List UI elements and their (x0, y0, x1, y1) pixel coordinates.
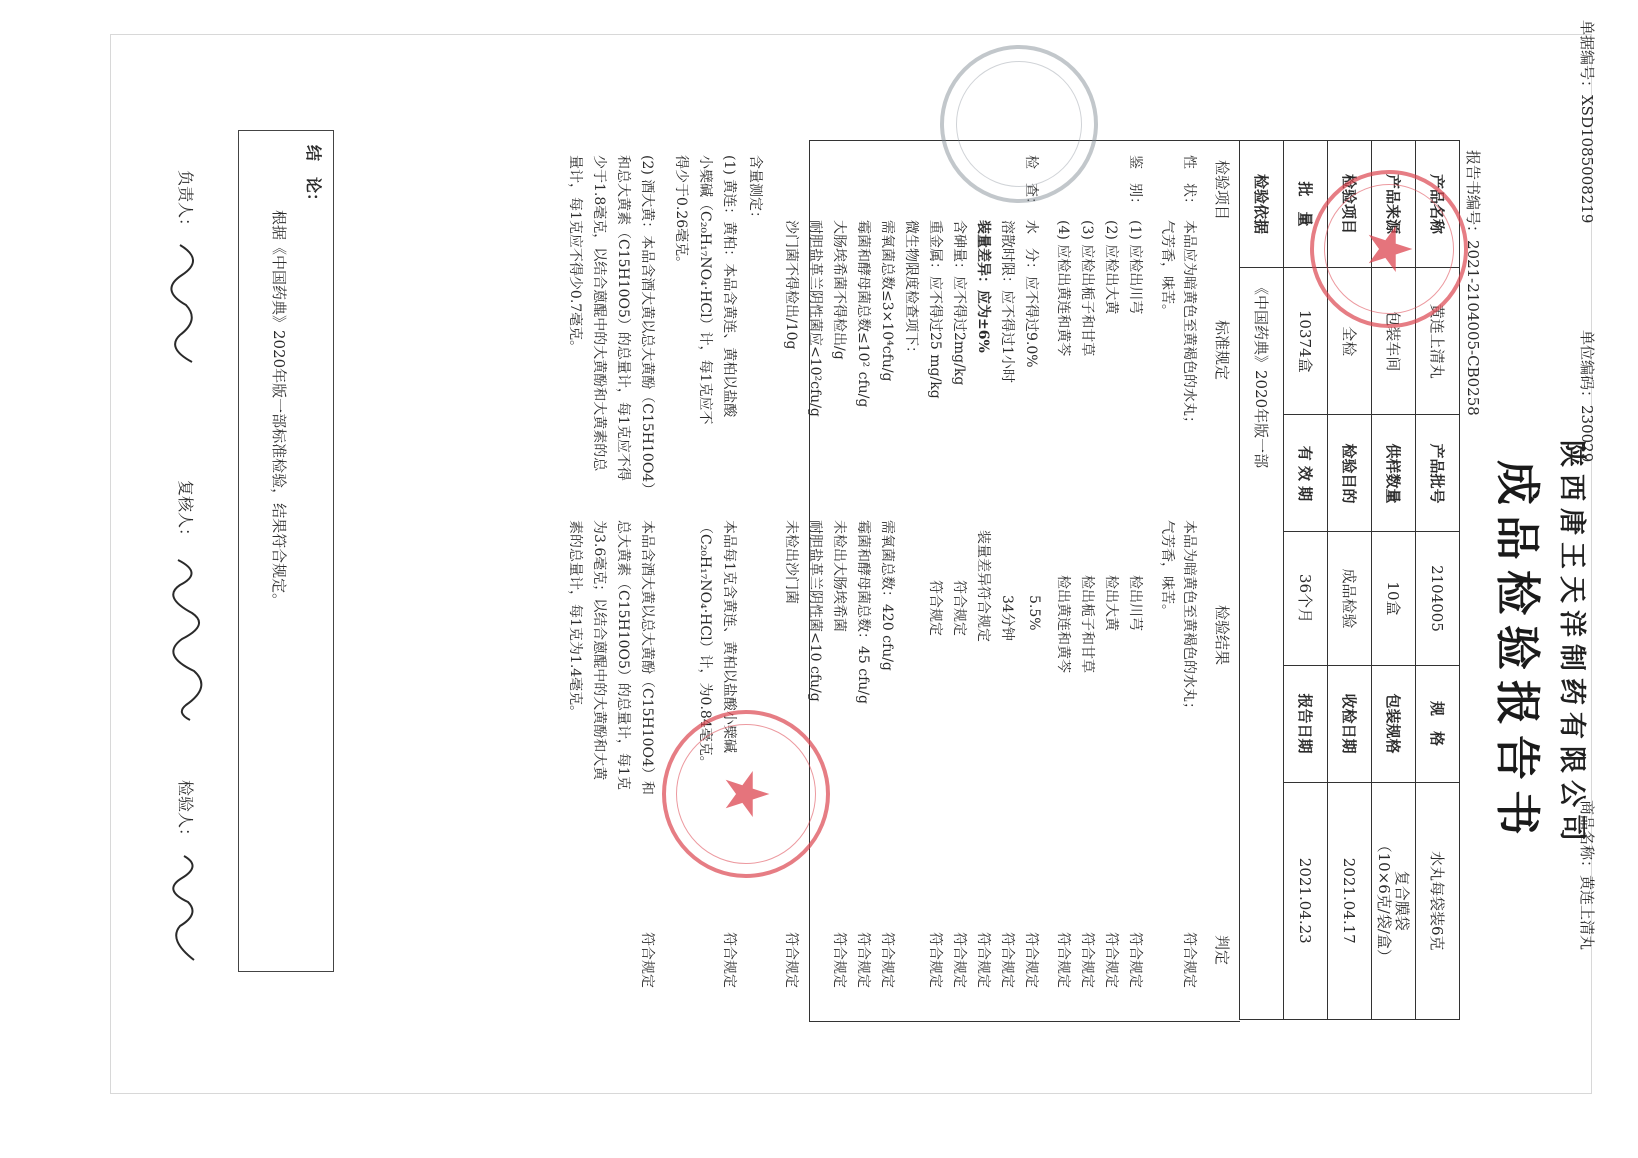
verdict-rongsan: 符合规定 (999, 932, 1015, 988)
spec-value: 水丸每袋装6克 (1416, 782, 1460, 1020)
std-rongsan: 溶散时限：应不得过1小时 (999, 220, 1015, 383)
inspector-label: 检验人： (176, 780, 195, 845)
report-number: 报告书编号：2021-2104005-CB0258 (1464, 150, 1482, 416)
res-xingzhuang-1: 本品为暗黄色至黄褐色的水丸； (1181, 520, 1197, 716)
std-hl2-3: 少于1.8毫克，以结合蒽醌中的大黄酚和大黄素的总 (591, 155, 607, 472)
conclusion-label: 结 论： (304, 145, 323, 210)
res-hl1-1: 本品每1克含黄连、黄柏以盐酸小檗碱 (721, 520, 737, 753)
std-meijun: 霉菌和酵母菌总数≤10² cfu/g (855, 220, 871, 408)
res-xingzhuang-2: 气芳香，味苦。 (1159, 520, 1175, 618)
res-hl2-2: 总大黄素（C15H10O5）的总量计，每1克 (615, 520, 631, 790)
batch-label: 产品批号 (1416, 415, 1460, 532)
res-zhongjinshu: 符合规定 (927, 580, 943, 636)
red-seal-stamp-bottom (662, 710, 830, 878)
label-jiancha: 检 查： (1023, 155, 1039, 211)
report-date-value: 2021.04.23 (1284, 782, 1328, 1020)
std-xingzhuang-1: 本品应为暗黄色至黄褐色的水丸； (1181, 220, 1197, 430)
std-weishengwu: 微生物限度检查项下： (903, 220, 919, 360)
product-name-value: 黄连上清丸 (1416, 268, 1460, 415)
approver-signature (160, 240, 210, 370)
source-value: 包装车间 (1372, 268, 1416, 415)
res-jianbie-1: 检出川芎 (1127, 575, 1143, 631)
std-hl1-3: 得少于0.26毫克。 (673, 155, 689, 271)
res-jianbie-2: 检出大黄 (1103, 575, 1119, 631)
spec-label: 规 格 (1416, 665, 1460, 782)
unit-code: 单位编码：230029 (1578, 330, 1596, 463)
res-zhuangliang: 装量差异符合规定 (975, 530, 991, 642)
std-zhuangliang: 装量差异：应为±6% (975, 220, 991, 353)
pack-spec-label: 包装规格 (1372, 665, 1416, 782)
std-gongshen: 含砷量：应不得过2mg/kg (951, 220, 967, 386)
std-dachang: 大肠埃希菌不得检出/g (831, 220, 847, 360)
star-icon: ★ (711, 767, 781, 821)
verdict-shuifen: 符合规定 (1023, 932, 1039, 988)
qty-value: 10374盒 (1284, 268, 1328, 415)
col-header-standard: 标准规定 (1213, 320, 1231, 381)
std-hl1-1: (1) 黄连：黄柏：本品含黄连、黄柏以盐酸 (721, 155, 737, 418)
qty-label: 批 量 (1284, 141, 1328, 268)
std-hl2-2: 和总大黄素（C15H10O5）的总量计，每1克应不得 (615, 155, 631, 481)
std-nailang: 耐胆盐革兰阴性菌应<10²cfu/g (807, 220, 823, 417)
validity-value: 36个月 (1284, 532, 1328, 665)
std-xijun: 需氧菌总数≤3×10⁴cfu/g (879, 220, 895, 382)
basis-value: 《中国药典》2020年版一部 (1240, 268, 1284, 1020)
res-rongsan: 34分钟 (999, 595, 1015, 641)
std-xingzhuang-2: 气芳香，味苦。 (1159, 220, 1175, 318)
company-name: 陕西唐王天洋制药有限公司 (1556, 440, 1587, 848)
report-title: 成品检验报告书 (1491, 460, 1544, 846)
verdict-xijun: 符合规定 (879, 932, 895, 988)
verdict-meijun: 符合规定 (855, 932, 871, 988)
col-header-result: 检验结果 (1213, 605, 1231, 666)
basis-label: 检验依据 (1240, 141, 1284, 268)
verdict-zhongjinshu: 符合规定 (927, 932, 943, 988)
stamp-ring (956, 61, 1082, 187)
std-zhongjinshu: 重金属：应不得过25 mg/kg (927, 220, 943, 399)
reviewer-label: 复核人： (176, 480, 195, 545)
verdict-hl2: 符合规定 (639, 932, 655, 988)
supply-qty-value: 10盒 (1372, 532, 1416, 665)
verdict-jianbie-2: 符合规定 (1103, 932, 1119, 988)
batch-value: 2104005 (1416, 532, 1460, 665)
verdict-jianbie-4: 符合规定 (1055, 932, 1071, 988)
col-header-verdict: 判定 (1213, 935, 1231, 966)
gray-seal-stamp (940, 45, 1098, 203)
pack-spec-value (1372, 782, 1416, 1020)
conclusion-text: 根据《中国药典》2020年版一部标准检验，结果符合规定。 (270, 210, 288, 609)
verdict-gongshen: 符合规定 (951, 932, 967, 988)
report-date-label: 报告日期 (1284, 665, 1328, 782)
validity-label: 有 效 期 (1284, 415, 1328, 532)
verdict-xingzhuang: 符合规定 (1181, 932, 1197, 988)
res-hl2-3: 为3.6毫克；以结合蒽醌中的大黄酚和大黄 (591, 520, 607, 781)
res-hl1-2: （C₂₀H₁₇NO₄·HCl）计，为0.84毫克。 (697, 520, 713, 770)
red-seal-stamp-top (1310, 170, 1468, 328)
res-xijun: 需氧菌总数：420 cfu/g (879, 520, 895, 671)
receive-date-value: 2021.04.17 (1328, 782, 1372, 1020)
product-name-top: 商品名称：黄连上清丸 (1578, 800, 1596, 951)
std-hl1-2: 小檗碱（C₂₀H₁₇NO₄·HCl）计，每1克应不 (697, 155, 713, 425)
product-name-label: 产品名称 (1416, 141, 1460, 268)
std-jianbie-1: (1) 应检出川芎 (1127, 220, 1143, 315)
res-gongshen: 符合规定 (951, 580, 967, 636)
pack-spec-line-1: 复合膜袋 (1393, 870, 1412, 931)
res-meijun: 霉菌和酵母菌总数：45 cfu/g (855, 520, 871, 704)
res-shuifen: 5.5% (1026, 595, 1042, 631)
res-shamen: 未检出沙门菌 (783, 520, 799, 604)
label-xingzhuang: 性 状： (1181, 155, 1197, 211)
item-value: 全检 (1328, 268, 1372, 415)
std-shamen: 沙门菌不得检出/10g (783, 220, 799, 350)
supply-qty-label: 供样数量 (1372, 415, 1416, 532)
item-label: 检验项目 (1328, 141, 1372, 268)
std-shuifen: 水 分：应不得过9.0% (1023, 220, 1039, 368)
std-jianbie-4: (4) 应检出黄连和黄芩 (1055, 220, 1071, 357)
res-jianbie-3: 检出栀子和甘草 (1079, 575, 1095, 673)
label-hanliang: 含量测定： (747, 155, 763, 225)
doc-number: 单据编号：XSD1085008219 (1578, 20, 1596, 224)
std-hl2-1: (2) 酒大黄：本品含酒大黄以总大黄酚（C15H10O4） (639, 155, 655, 497)
res-jianbie-4: 检出黄连和黄芩 (1055, 575, 1071, 673)
verdict-zhuangliang: 符合规定 (975, 932, 991, 988)
verdict-jianbie-1: 符合规定 (1127, 932, 1143, 988)
std-jianbie-2: (2) 应检出大黄 (1103, 220, 1119, 315)
receive-date-label: 收检日期 (1328, 665, 1372, 782)
verdict-dachang: 符合规定 (831, 932, 847, 988)
pack-spec-line-2: （10×6克/袋/盒） (1375, 837, 1394, 964)
res-hl2-1: 本品含酒大黄以总大黄酚（C15H10O4）和 (639, 520, 655, 795)
source-label: 产品来源 (1372, 141, 1416, 268)
reviewer-signature (156, 555, 216, 725)
inspector-signature (164, 850, 210, 970)
purpose-label: 检验目的 (1328, 415, 1372, 532)
verdict-shamen: 符合规定 (783, 932, 799, 988)
res-nailang: 耐胆盐革兰阴性菌<10 cfu/g (807, 520, 823, 702)
std-jianbie-3: (3) 应检出栀子和甘草 (1079, 220, 1095, 357)
std-hl2-4: 量计，每1克应不得少0.7毫克。 (567, 155, 583, 355)
res-dachang: 未检出大肠埃希菌 (831, 520, 847, 632)
purpose-value: 成品检验 (1328, 532, 1372, 665)
label-jianbie: 鉴 别： (1127, 155, 1143, 211)
res-hl2-4: 素的总量计，每1克为1.4毫克。 (567, 520, 583, 720)
verdict-hl1: 符合规定 (721, 932, 737, 988)
star-icon: ★ (1354, 222, 1424, 276)
approver-label: 负责人： (176, 170, 195, 235)
col-header-item: 检验项目 (1213, 160, 1231, 221)
verdict-jianbie-3: 符合规定 (1079, 932, 1095, 988)
